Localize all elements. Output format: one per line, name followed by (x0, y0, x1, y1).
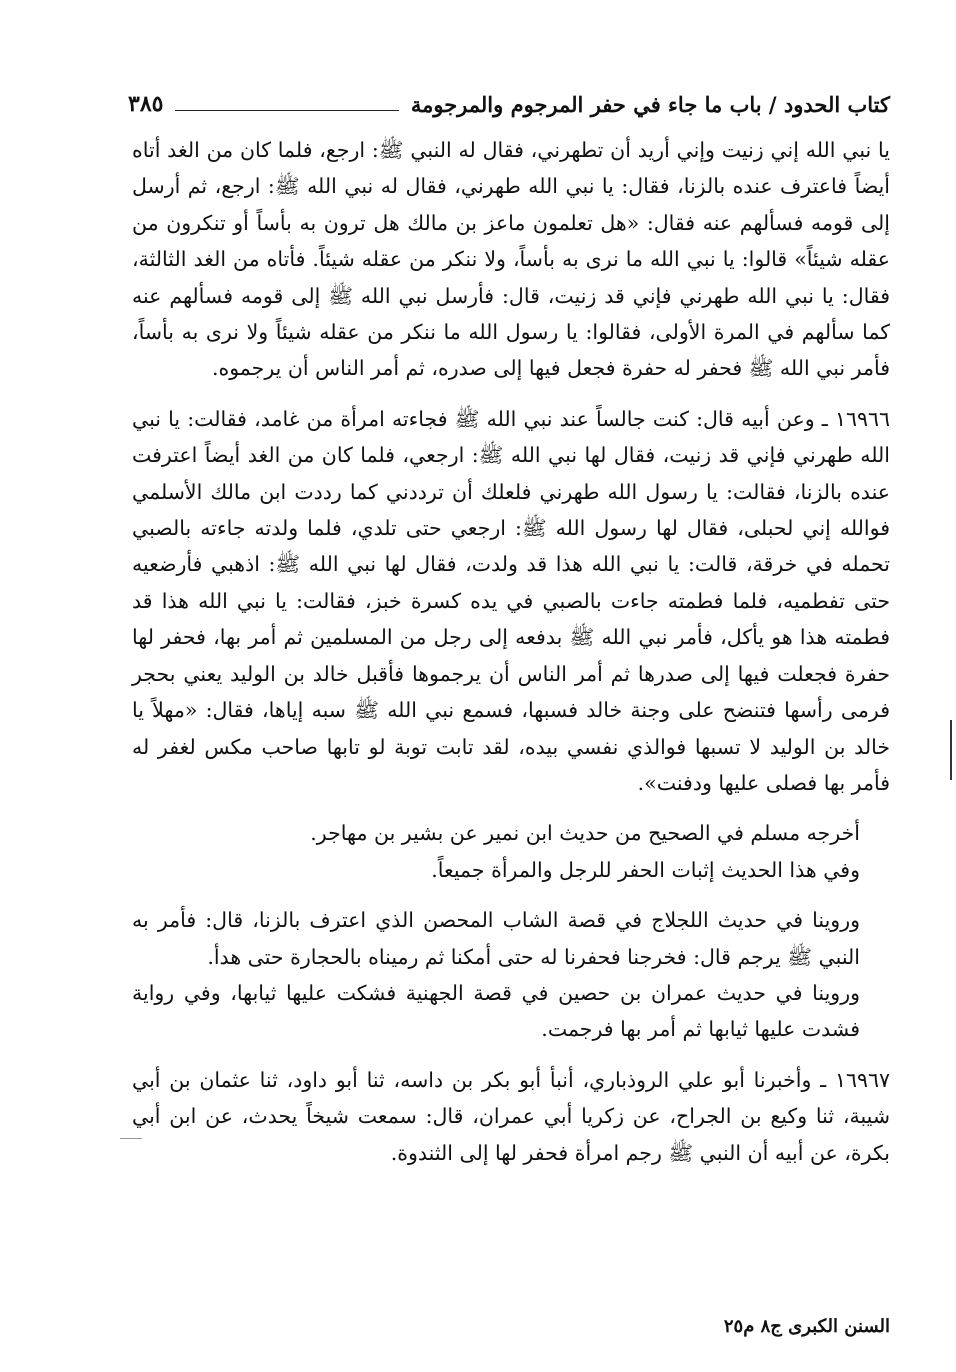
page-body (132, 132, 890, 1171)
paragraph-lajlaj: وروينا في حديث اللجلاج في قصة الشاب المحصن الذي اعترف بالزنا، قال: فأمر به النبي ﷺ يرجم قال: فخرجنا فحفرنا له حتى أمكنا ثم رميناه بالحجارة حتى هدأ. (132, 908, 860, 969)
paragraph-takhrij: أخرجه مسلم في الصحيح من حديث ابن نمير عن بشير بن مهاجر. (310, 821, 860, 846)
margin-tick (120, 1138, 142, 1139)
margin-bar (950, 720, 952, 780)
paragraph-note: وفي هذا الحديث إثبات الحفر للرجل والمرأة جميعاً. (431, 857, 860, 882)
running-header (128, 84, 890, 124)
paragraph-hadith-16966: ١٦٩٦٦ ـ وعن أبيه قال: كنت جالساً عند نبي الله ﷺ فجاءته امرأة من غامد، فقالت: يا نبي الله طهرني فإني قد زنيت، فقال لها نبي الله ﷺ: ارجعي، فلما كان من الغد أيضاً اعترفت عنده بالزنا، فقالت: يا رسول الله طهرني فلعلك أن ترددني كما رددت ابن مالك الأسلمي فوالله إني لحبلى، فقال لها رسول الله ﷺ: ارجعي حتى تلدي، فلما ولدته جاءته بالصبي تحمله في خرقة، قالت: يا نبي الله هذا قد ولدت، فقال لها نبي الله ﷺ: اذهبي فأرضعيه حتى تفطميه، فلما فطمته جاءت بالصبي في يده كسرة خبز، فقالت: يا نبي الله هذا قد فطمته هذا هو يأكل، فأمر نبي الله ﷺ بدفعه إلى رجل من المسلمين ثم أمر بها، فحفر لها حفرة فجعلت فيها إلى صدرها ثم أمر الناس أن يرجموها فأقبل خالد بن الوليد يعني بحجر فرمى رأسها فتنضح على وجنة خالد فسبها، فسمع نبي الله ﷺ سبه إياها، فقال: «مهلاً يا خالد بن الوليد لا تسبها فوالذي نفسي بيده، لقد تابت توبة لو تابها صاحب مكس لغفر له فأمر بها فصلى عليها ودفنت». (132, 406, 890, 795)
paragraph-hadith-16967: ١٦٩٦٧ ـ وأخبرنا أبو علي الروذباري، أنبأ أبو بكر بن داسه، ثنا أبو داود، ثنا عثمان بن أبي شيبة، ثنا وكيع بن الجراح، عن زكريا أبي عمران، قال: سمعت شيخاً يحدث، عن ابن أبي بكرة، عن أبيه أن النبي ﷺ رجم امرأة فحفر لها إلى الثندوة. (132, 1067, 890, 1165)
page-number: ٣٨٥ (128, 91, 164, 117)
header-rule (175, 110, 398, 111)
page-footer: السنن الكبرى ج٨ م٢٥ (723, 1316, 890, 1337)
paragraph-imran: وروينا في حديث عمران بن حصين في قصة الجهنية فشكت عليها ثيابها، وفي رواية فشدت عليها ثيابها ثم أمر بها فرجمت. (132, 980, 860, 1042)
paragraph-continuation: يا نبي الله إني زنيت وإني أريد أن تطهرني، فقال له النبي ﷺ: ارجع، فلما كان من الغد أتاه أيضاً فاعترف عنده بالزنا، فقال: يا نبي الله طهرني، فقال له نبي الله ﷺ: ارجع، ثم أرسل إلى قومه فسألهم عنه فقال: «هل تعلمون ماعز بن مالك هل ترون به بأساً أو تنكرون من عقله شيئاً» قالوا: يا نبي الله ما نرى به بأساً، ولا ننكر من عقله شيئاً. فأتاه من الغد الثالثة، فقال: يا نبي الله طهرني فإني قد زنيت، قال: فأرسل نبي الله ﷺ إلى قومه فسألهم عنه كما سألهم في المرة الأولى، فقالوا: يا رسول الله ما ننكر من عقله شيئاً ولا نرى به بأساً، فأمر نبي الله ﷺ فحفر له حفرة فجعل فيها إلى صدره، ثم أمر الناس أن يرجموه. (132, 138, 890, 381)
header-title: كتاب الحدود / باب ما جاء في حفر المرجوم والمرجومة (410, 91, 890, 117)
